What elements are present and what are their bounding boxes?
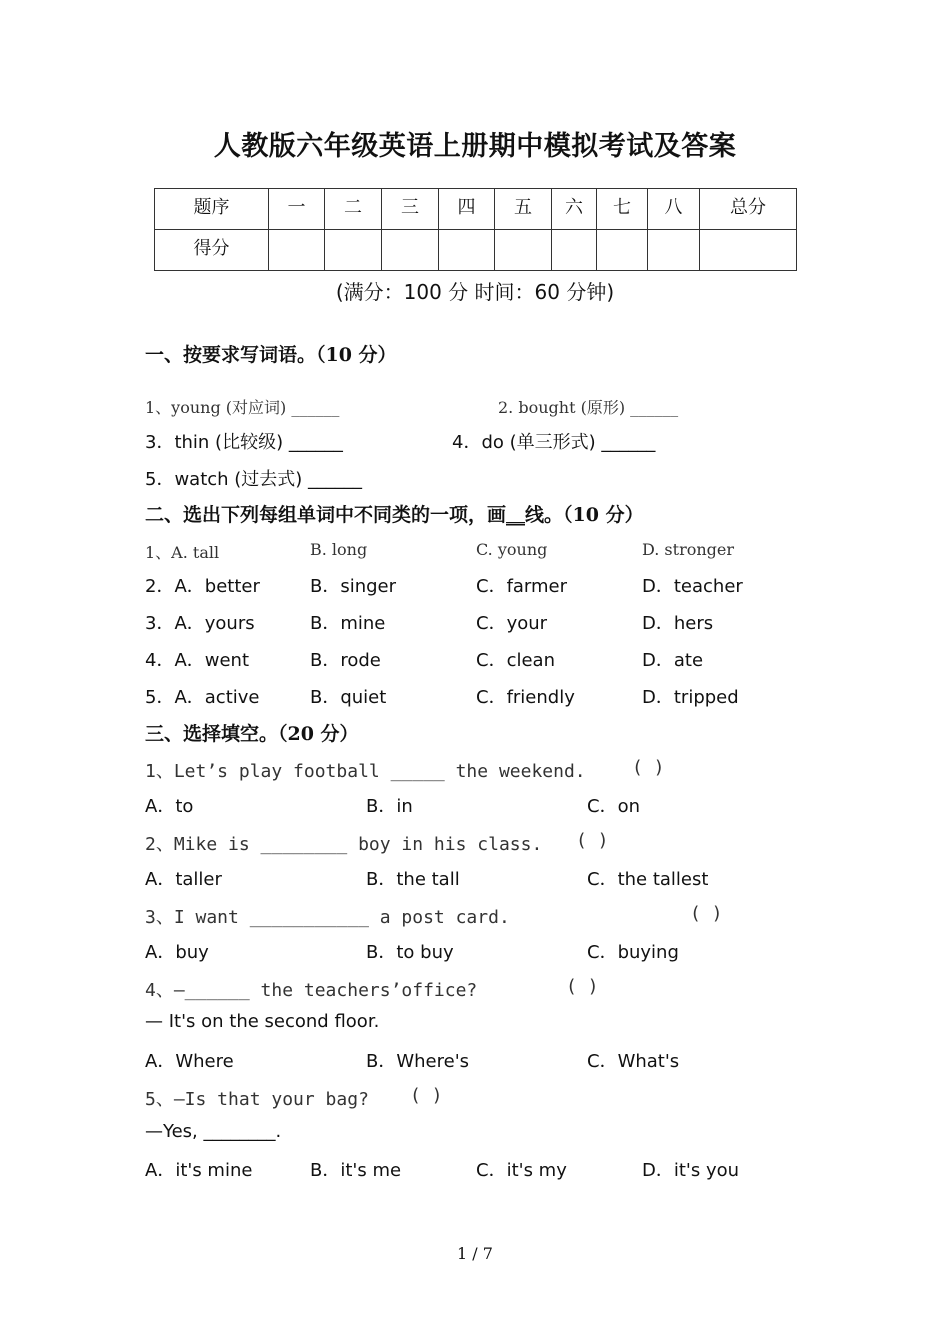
header-cell: 题序 bbox=[155, 189, 269, 230]
q1-answer-paren[interactable]: ( ) bbox=[632, 757, 665, 778]
score-table-header-row bbox=[155, 189, 797, 230]
s1-item-1: 1、young (对应词) ______ bbox=[145, 398, 340, 417]
q1-option-c: C．on bbox=[587, 796, 640, 817]
page-number: 1 / 7 bbox=[457, 1244, 493, 1263]
q5-answer-line: —Yes, ________. bbox=[145, 1121, 282, 1142]
header-cell: 总分 bbox=[700, 189, 797, 230]
s2-r2-c: C．farmer bbox=[476, 576, 568, 597]
score-cell[interactable] bbox=[597, 230, 648, 271]
score-cell[interactable] bbox=[382, 230, 439, 271]
s2-r3-a: 3．A．yours bbox=[145, 613, 255, 634]
header-cell: 七 bbox=[597, 189, 648, 230]
s2-r1-b: B. long bbox=[310, 540, 368, 559]
q5-option-c: C．it's my bbox=[476, 1160, 567, 1181]
s2-r1-a: 1、A. tall bbox=[145, 543, 220, 562]
score-cell[interactable] bbox=[552, 230, 597, 271]
s2-r3-c: C．your bbox=[476, 613, 548, 634]
q4-answer-line: — It's on the second floor. bbox=[145, 1011, 380, 1032]
header-cell: 三 bbox=[382, 189, 439, 230]
section1-heading: 一、按要求写词语。（10 分） bbox=[145, 344, 397, 366]
score-cell[interactable] bbox=[495, 230, 552, 271]
s2-r2-a: 2．A．better bbox=[145, 576, 260, 597]
s2-r5-c: C．friendly bbox=[476, 687, 575, 708]
q2-option-a: A．taller bbox=[145, 869, 222, 890]
section3-heading: 三、选择填空。（20 分） bbox=[145, 723, 359, 745]
header-cell: 四 bbox=[439, 189, 495, 230]
exam-info: (满分：100 分 时间：60 分钟) bbox=[335, 280, 615, 304]
q3-option-c: C．buying bbox=[587, 942, 679, 963]
q3-stem: 3、I want ___________ a post card. bbox=[145, 907, 510, 928]
s2-r4-a: 4．A．went bbox=[145, 650, 250, 671]
score-cell[interactable] bbox=[648, 230, 700, 271]
q4-stem: 4、—______ the teachers’office? bbox=[145, 980, 478, 1001]
section2-heading bbox=[145, 500, 644, 527]
s2-r5-b: B．quiet bbox=[310, 687, 387, 708]
header-cell: 八 bbox=[648, 189, 700, 230]
score-table-score-row bbox=[155, 230, 797, 271]
section2-heading-post: 线。（10 分） bbox=[525, 504, 644, 526]
q1-option-a: A．to bbox=[145, 796, 194, 817]
q4-answer-paren[interactable]: ( ) bbox=[566, 976, 599, 997]
s2-r4-c: C．clean bbox=[476, 650, 555, 671]
q4-option-a: A．Where bbox=[145, 1051, 234, 1072]
q1-stem: 1、Let’s play football _____ the weekend. bbox=[145, 761, 586, 782]
s2-r4-d: D．ate bbox=[642, 650, 704, 671]
header-cell: 二 bbox=[325, 189, 382, 230]
score-cell[interactable] bbox=[439, 230, 495, 271]
header-cell: 五 bbox=[495, 189, 552, 230]
s2-r2-b: B．singer bbox=[310, 576, 397, 597]
q5-answer-paren[interactable]: ( ) bbox=[410, 1085, 443, 1106]
q5-option-b: B．it's me bbox=[310, 1160, 402, 1181]
q2-answer-paren[interactable]: ( ) bbox=[576, 830, 609, 851]
q5-stem: 5、—Is that your bag? bbox=[145, 1089, 369, 1110]
q2-option-c: C．the tallest bbox=[587, 869, 709, 890]
score-cell[interactable] bbox=[325, 230, 382, 271]
q3-option-a: A．buy bbox=[145, 942, 209, 963]
score-table bbox=[154, 188, 797, 271]
s2-r1-c: C. young bbox=[476, 540, 548, 559]
section2-heading-blank: __ bbox=[506, 504, 526, 526]
s1-item-3: 3．thin (比较级) ______ bbox=[145, 432, 343, 453]
s1-item-2: 2. bought (原形) ______ bbox=[498, 398, 679, 417]
score-cell[interactable] bbox=[269, 230, 325, 271]
header-cell: 一 bbox=[269, 189, 325, 230]
s2-r5-a: 5．A．active bbox=[145, 687, 260, 708]
s2-r3-b: B．mine bbox=[310, 613, 386, 634]
q3-answer-paren[interactable]: ( ) bbox=[690, 903, 723, 924]
s2-r3-d: D．hers bbox=[642, 613, 714, 634]
s1-item-5: 5．watch (过去式) ______ bbox=[145, 469, 363, 490]
page-title: 人教版六年级英语上册期中模拟考试及答案 bbox=[213, 131, 737, 162]
q4-option-c: C．What's bbox=[587, 1051, 680, 1072]
row-label-cell: 得分 bbox=[155, 230, 269, 271]
s1-item-4: 4．do (单三形式) ______ bbox=[452, 432, 656, 453]
q4-option-b: B．Where's bbox=[366, 1051, 470, 1072]
header-cell: 六 bbox=[552, 189, 597, 230]
section2-heading-pre: 二、选出下列每组单词中不同类的一项，画 bbox=[145, 504, 507, 526]
q5-option-d: D．it's you bbox=[642, 1160, 740, 1181]
q1-option-b: B．in bbox=[366, 796, 413, 817]
s2-r1-d: D. stronger bbox=[642, 540, 735, 559]
s2-r4-b: B．rode bbox=[310, 650, 381, 671]
q2-stem: 2、Mike is ________ boy in his class. bbox=[145, 834, 543, 855]
q5-option-a: A．it's mine bbox=[145, 1160, 253, 1181]
q3-option-b: B．to buy bbox=[366, 942, 454, 963]
s2-r5-d: D．tripped bbox=[642, 687, 739, 708]
score-cell[interactable] bbox=[700, 230, 797, 271]
q2-option-b: B．the tall bbox=[366, 869, 460, 890]
s2-r2-d: D．teacher bbox=[642, 576, 743, 597]
